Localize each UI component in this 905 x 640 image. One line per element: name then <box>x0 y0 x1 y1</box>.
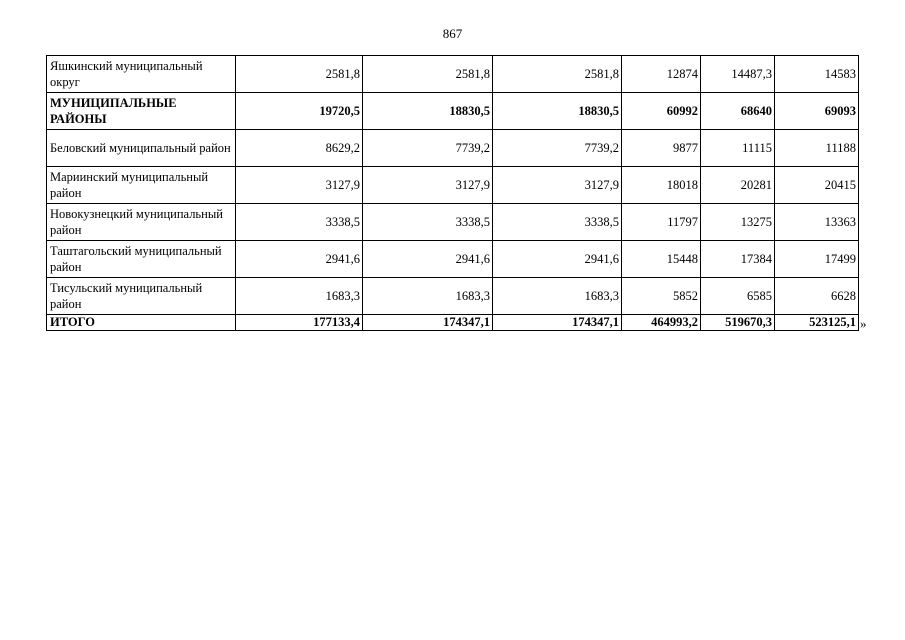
cell-value: 7739,2 <box>493 130 622 167</box>
table-row <box>47 93 859 130</box>
table-row-total <box>47 315 859 331</box>
table-row <box>47 204 859 241</box>
cell-value: 3127,9 <box>236 167 363 204</box>
row-name: ИТОГО <box>47 315 236 331</box>
cell-value: 68640 <box>701 93 775 130</box>
cell-value: 15448 <box>622 241 701 278</box>
table-body <box>47 56 859 331</box>
cell-value: 14487,3 <box>701 56 775 93</box>
cell-value: 1683,3 <box>236 278 363 315</box>
cell-value: 20281 <box>701 167 775 204</box>
table-row <box>47 241 859 278</box>
cell-value: 11797 <box>622 204 701 241</box>
cell-value: 523125,1 <box>775 315 859 331</box>
table-row <box>47 278 859 315</box>
cell-value: 60992 <box>622 93 701 130</box>
cell-value: 13363 <box>775 204 859 241</box>
cell-value: 2941,6 <box>493 241 622 278</box>
cell-value: 519670,3 <box>701 315 775 331</box>
cell-value: 18830,5 <box>363 93 493 130</box>
cell-value: 17384 <box>701 241 775 278</box>
row-name: МУНИЦИПАЛЬНЫЕ РАЙОНЫ <box>47 93 236 130</box>
cell-value: 2941,6 <box>236 241 363 278</box>
cell-value: 8629,2 <box>236 130 363 167</box>
row-name: Яшкинский муниципальный округ <box>47 56 236 93</box>
cell-value: 1683,3 <box>493 278 622 315</box>
cell-value: 3338,5 <box>363 204 493 241</box>
cell-value: 2941,6 <box>363 241 493 278</box>
table-row <box>47 56 859 93</box>
row-name: Тисульский муниципальный район <box>47 278 236 315</box>
table-row <box>47 167 859 204</box>
table-row <box>47 130 859 167</box>
cell-value: 2581,8 <box>493 56 622 93</box>
cell-value: 18018 <box>622 167 701 204</box>
cell-value: 3338,5 <box>236 204 363 241</box>
cell-value: 14583 <box>775 56 859 93</box>
cell-value: 3127,9 <box>493 167 622 204</box>
cell-value: 6585 <box>701 278 775 315</box>
cell-value: 6628 <box>775 278 859 315</box>
cell-value: 174347,1 <box>363 315 493 331</box>
row-name: Таштагольский муниципальный район <box>47 241 236 278</box>
row-name: Мариинский муниципальный район <box>47 167 236 204</box>
cell-value: 2581,8 <box>363 56 493 93</box>
cell-value: 18830,5 <box>493 93 622 130</box>
cell-value: 12874 <box>622 56 701 93</box>
cell-value: 9877 <box>622 130 701 167</box>
cell-value: 17499 <box>775 241 859 278</box>
row-name: Беловский муниципальный район <box>47 130 236 167</box>
cell-value: 11115 <box>701 130 775 167</box>
cell-value: 69093 <box>775 93 859 130</box>
cell-value: 11188 <box>775 130 859 167</box>
cell-value: 13275 <box>701 204 775 241</box>
cell-value: 3338,5 <box>493 204 622 241</box>
row-name: Новокузнецкий муниципальный район <box>47 204 236 241</box>
cell-value: 19720,5 <box>236 93 363 130</box>
cell-value: 7739,2 <box>363 130 493 167</box>
budget-table <box>46 55 859 331</box>
cell-value: 20415 <box>775 167 859 204</box>
closing-quote: » <box>860 316 867 331</box>
page-number: 867 <box>442 26 463 41</box>
cell-value: 5852 <box>622 278 701 315</box>
cell-value: 2581,8 <box>236 56 363 93</box>
cell-value: 177133,4 <box>236 315 363 331</box>
cell-value: 464993,2 <box>622 315 701 331</box>
cell-value: 3127,9 <box>363 167 493 204</box>
cell-value: 1683,3 <box>363 278 493 315</box>
cell-value: 174347,1 <box>493 315 622 331</box>
